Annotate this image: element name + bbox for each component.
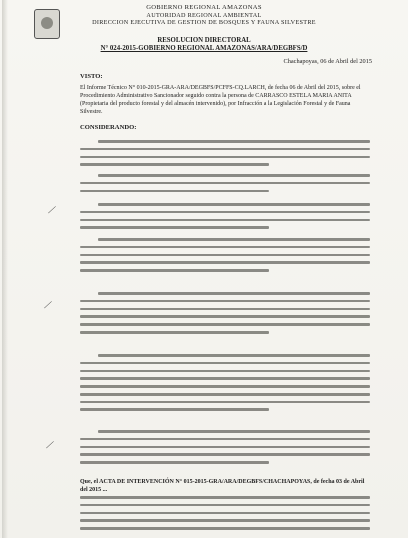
considerando-paragraph-3: [80, 203, 370, 234]
handwritten-mark-icon: ⟋: [44, 300, 51, 310]
letterhead-line-2: AUTORIDAD REGIONAL AMBIENTAL: [146, 11, 262, 19]
visto-paragraph: [80, 84, 370, 118]
letterhead-line-3: DIRECCION EJECUTIVA DE GESTION DE BOSQUES Y FAUNA SILVESTRE: [92, 18, 316, 26]
handwritten-mark-icon: ⟋: [46, 440, 53, 450]
acta-text: Que, el ACTA DE INTERVENCIÓN N° 015-2015-GRA/ARA/DEGBFS/CHACHAPOYAS, de fecha 03 de Abril del 2015 ...: [80, 479, 365, 493]
considerando-paragraph-2: [80, 174, 370, 197]
considerando-paragraph-5: [80, 292, 370, 339]
considerando-paragraph-1: [80, 140, 370, 171]
letterhead-line-1: GOBIERNO REGIONAL AMAZONAS: [146, 4, 262, 11]
considerando-paragraph-4: [80, 238, 370, 277]
resolution-number: N° 024-2015-GOBIERNO REGIONAL AMAZONAS/ARA/DEGBFS/D: [100, 45, 308, 53]
visto-heading: VISTO:: [80, 73, 103, 80]
letterhead: [0, 4, 408, 26]
handwritten-mark-icon: ⟋: [48, 205, 55, 215]
resolution-title-block: [0, 37, 408, 53]
visto-text: El Informe Técnico N° 010-2015-GRA-ARA/DEGBFS/PCFFS-CQ.LARCH, de fecha 06 de Abril del 2015, sobre el Procedimiento Administrativo Sancionador seguido contra la persona de CARRASCO ESTELA MARIA ANITA (Propietaria del producto forestal y del almacén intervenido), por Infracción a la Legislación Forestal y de Fauna Silvestre.: [80, 85, 361, 115]
considerando-paragraph-7: [80, 430, 370, 469]
scan-edge-shadow: [2, 0, 8, 538]
resolution-title: RESOLUCION DIRECTORAL: [157, 37, 251, 44]
dateline: Chachapoyas, 06 de Abril del 2015: [283, 58, 372, 65]
acta-paragraph: [80, 478, 370, 535]
considerando-heading: CONSIDERANDO:: [80, 124, 137, 131]
considerando-paragraph-6: [80, 354, 370, 416]
